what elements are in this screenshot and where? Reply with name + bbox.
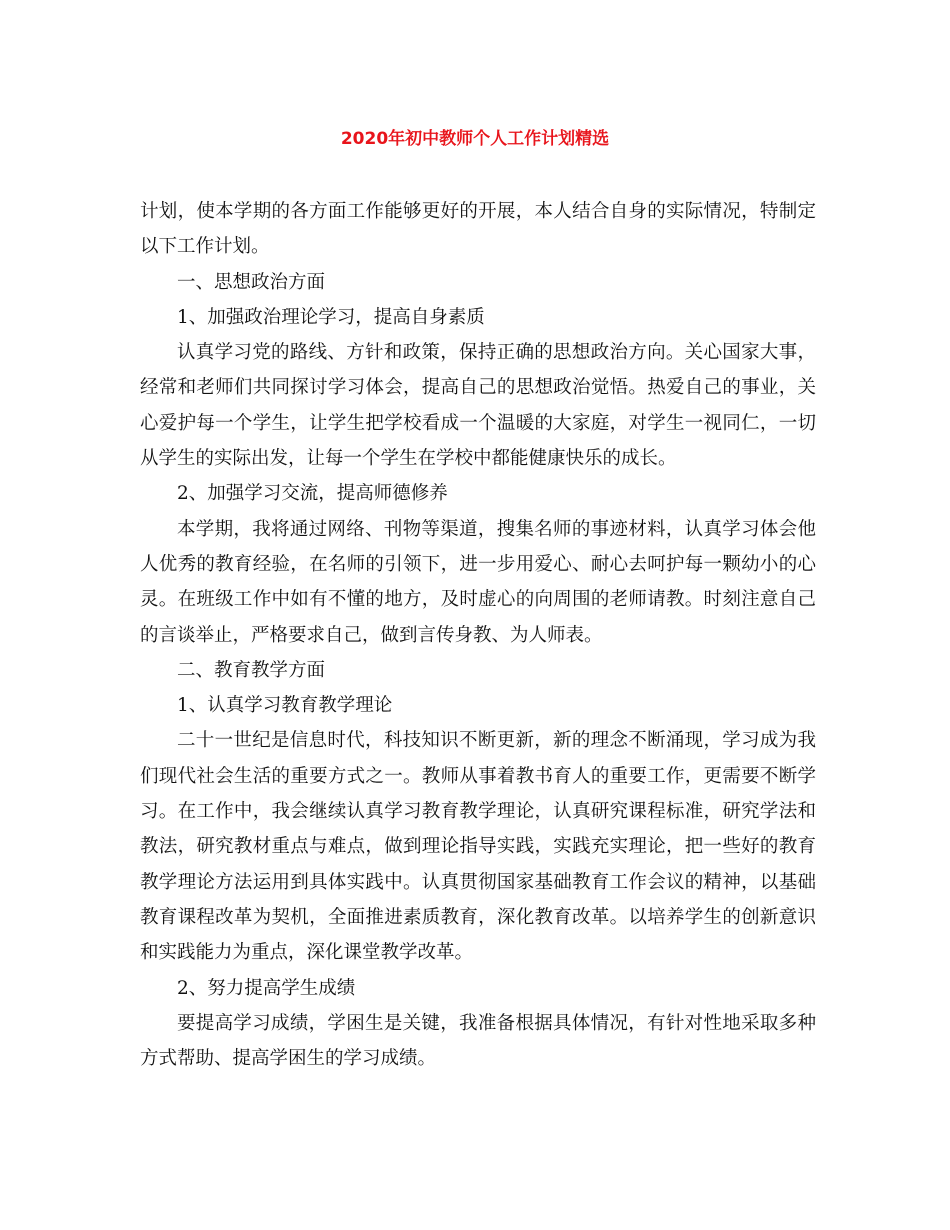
paragraph: 认真学习党的路线、方针和政策，保持正确的思想政治方向。关心国家大事，经常和老师们共同探讨学习体会，提高自己的思想政治觉悟。热爱自己的事业，关心爱护每一个学生，让学生把学校看成一个温暖的大家庭，对学生一视同仁，一切从学生的实际出发，让每一个学生在学校中都能健康快乐的成长。 [140,342,816,470]
document-body [140,194,816,1076]
subsection-heading: 2、加强学习交流，提高师德修养 [177,483,448,505]
paragraph: 本学期，我将通过网络、刊物等渠道，搜集名师的事迹材料，认真学习体会他人优秀的教育经验，在名师的引领下，进一步用爱心、耐心去呵护每一颗幼小的心灵。在班级工作中如有不懂的地方，及时虚心的向周围的老师请教。时刻注意自己的言谈举止，严格要求自己，做到言传身教、为人师表。 [140,518,816,646]
paragraph: 计划，使本学期的各方面工作能够更好的开展，本人结合自身的实际情况，特制定以下工作计划。 [140,201,816,258]
section-heading: 一、思想政治方面 [177,271,326,293]
section-heading: 二、教育教学方面 [177,659,326,681]
subsection-heading: 1、认真学习教育教学理论 [177,695,393,717]
subsection-heading: 2、努力提高学生成绩 [177,977,356,999]
document-title: 2020年初中教师个人工作计划精选 [340,129,610,149]
subsection-heading: 1、加强政治理论学习，提高自身素质 [177,306,485,328]
paragraph: 要提高学习成绩，学困生是关键，我准备根据具体情况，有针对性地采取多种方式帮助、提高学困生的学习成绩。 [140,1012,816,1070]
paragraph: 二十一世纪是信息时代，科技知识不断更新，新的理念不断涌现，学习成为我们现代社会生活的重要方式之一。教师从事着教书育人的重要工作，更需要不断学习。在工作中，我会继续认真学习教育教学理论，认真研究课程标准，研究学法和教法，研究教材重点与难点，做到理论指导实践，实践充实理论，把一些好的教育教学理论方法运用到具体实践中。认真贯彻国家基础教育工作会议的精神，以基础教育课程改革为契机，全面推进素质教育，深化教育改革。以培养学生的创新意识和实践能力为重点，深化课堂教学改革。 [140,730,816,964]
